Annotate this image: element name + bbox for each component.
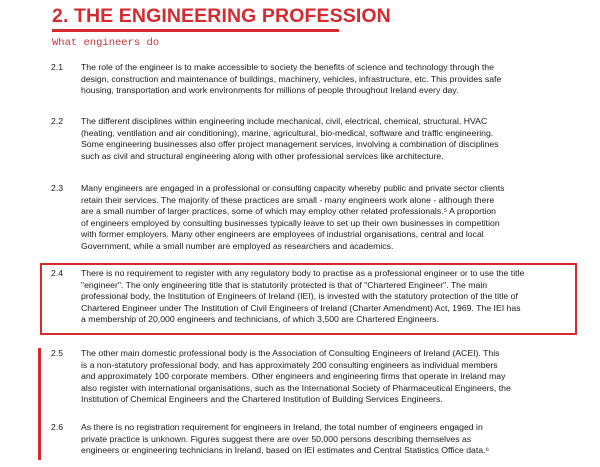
text-line: The role of the engineer is to make accessible to society the benefits of science and technology through the — [81, 62, 494, 72]
text-line: Chartered Engineer under The Institution of Civil Engineers of Ireland (Charter Amendment) Act, 1969. The IEI has — [81, 302, 521, 313]
subheading: What engineers do — [52, 37, 160, 49]
text-line: of engineers employed by consulting businesses typically leave to set up their own businesses in competition — [81, 217, 500, 228]
text-line: There is no requirement to register with any regulatory body to practise as a professional engineer or to use the title — [81, 268, 525, 278]
paragraph-text — [81, 268, 595, 326]
paragraph-number: 2.1 — [51, 62, 64, 72]
paragraph-number: 2.6 — [51, 422, 64, 432]
text-line: engineers or engineering technicians in Ireland, based on IEI estimates and Central Statistics Office data.⁶ — [81, 445, 490, 456]
text-line: are a small number of larger practices, some of which may employ other related professionals.⁵ A proportion — [81, 206, 497, 217]
paragraph-text — [81, 183, 595, 253]
heading-underline — [52, 29, 339, 32]
text-line: is a non-statutory professional body, and has approximately 200 consulting engineers as individual members — [81, 359, 498, 370]
text-line: such as civil and structural engineering along with other professional services like architecture. — [81, 150, 444, 161]
text-line: housing, transportation and work environments for millions of people throughout Ireland every day. — [81, 85, 459, 96]
paragraph-2-2 — [47, 116, 595, 162]
text-line: design, construction and maintenance of buildings, machinery, vehicles, infrastructure, etc. This provides safe — [81, 73, 502, 84]
text-line: a membership of 20,000 engineers and technicians, of which 3,500 are Chartered Engineers. — [81, 314, 439, 325]
side-marker-bar — [38, 348, 41, 460]
text-line: professional body, the Institution of Engineers of Ireland (IEI), is invested with the statutory protection of the title of — [81, 291, 518, 302]
text-line: Many engineers are engaged in a professional or consulting capacity whereby public and private sector clients — [81, 183, 505, 193]
text-line: The different disciplines within engineering include mechanical, civil, electrical, chemical, structural, HVAC — [81, 116, 488, 126]
text-line: Institution of Chemical Engineers and the Chartered Institution of Building Services Engineers. — [81, 394, 443, 405]
paragraph-number: 2.4 — [51, 268, 64, 278]
paragraph-2-6 — [47, 422, 595, 457]
paragraph-2-5 — [47, 348, 595, 406]
text-line: with former employers. Many other engineers are employees of industrial organisations, central and local — [81, 229, 484, 240]
paragraph-text — [81, 422, 595, 457]
paragraph-text — [81, 62, 595, 97]
paragraph-2-3 — [47, 183, 595, 253]
text-line: Government, while a small number are employed as researchers and academics. — [81, 240, 394, 251]
text-line: The other main domestic professional body is the Association of Consulting Engineers of Ireland (ACEI). This — [81, 348, 500, 358]
text-line: Some engineering businesses also offer project management services, involving a combination of disciplines — [81, 139, 499, 150]
paragraph-number: 2.5 — [51, 348, 64, 358]
paragraph-text — [81, 116, 595, 162]
text-line: (heating, ventilation and air conditioning), marine, agricultural, bio-medical, software and traffic engineering. — [81, 127, 494, 138]
text-line: "engineer". The only engineering title that is statutorily protected is that of "Chartered Engineer". The main — [81, 279, 488, 290]
paragraph-2-4 — [47, 268, 595, 326]
paragraph-number: 2.3 — [51, 183, 64, 193]
section-heading: 2. THE ENGINEERING PROFESSION — [52, 5, 391, 27]
text-line: and approximately 100 corporate members. Other engineers and engineering firms that operate in Ireland may — [81, 371, 506, 382]
paragraph-2-1 — [47, 62, 595, 97]
paragraph-number: 2.2 — [51, 116, 64, 126]
text-line: private practice is unknown. Figures suggest there are over 50,000 persons describing themselves as — [81, 433, 472, 444]
paragraph-text — [81, 348, 595, 406]
text-line: retain their services. The majority of these practices are small - many engineers work alone - although there — [81, 194, 495, 205]
text-line: also register with international organisations, such as the International Society of Pharmaceutical Engineers, the — [81, 382, 511, 393]
text-line: As there is no registration requirement for engineers in Ireland, the total number of engineers engaged in — [81, 422, 483, 432]
